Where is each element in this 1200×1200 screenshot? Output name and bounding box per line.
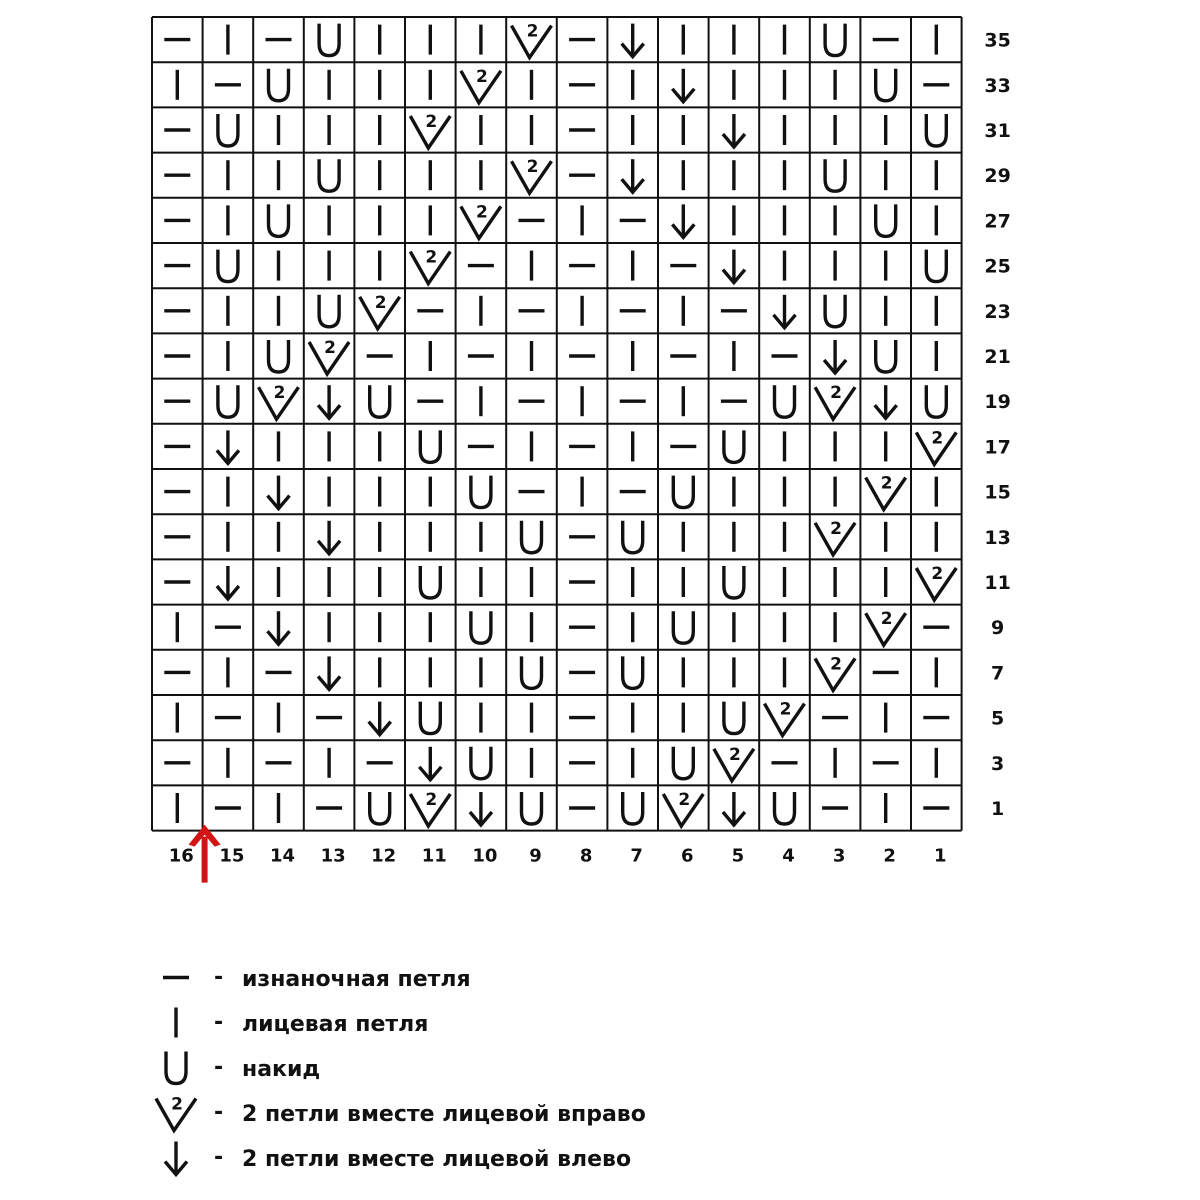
legend-row-knit <box>150 1000 850 1045</box>
legend-separator: - <box>214 1010 224 1035</box>
yarn-over-symbol-icon <box>150 1045 202 1090</box>
svg-text:2: 2 <box>931 564 944 584</box>
svg-text:2: 2 <box>475 66 488 87</box>
legend-separator: - <box>214 1100 224 1125</box>
legend-label-k2tog-left: 2 петли вместе лицевой влево <box>242 1147 632 1172</box>
column-number-label: 8 <box>579 845 593 867</box>
row-number-label: 29 <box>984 165 1011 188</box>
legend-separator: - <box>214 1055 224 1080</box>
svg-text:2: 2 <box>880 473 893 494</box>
row-number-label: 5 <box>990 707 1005 730</box>
row-number-label: 9 <box>990 617 1005 640</box>
knit-symbol-icon <box>150 1000 202 1045</box>
column-number-label: 1 <box>934 845 947 867</box>
legend-row-k2tog-left <box>150 1135 850 1180</box>
svg-text:2: 2 <box>171 1094 183 1115</box>
legend-label-yarn-over: накид <box>242 1057 321 1082</box>
column-number-label: 11 <box>421 845 447 867</box>
column-number-label: 7 <box>630 845 643 867</box>
legend-row-yarn-over <box>150 1045 850 1090</box>
legend-row-k2tog-right <box>150 1090 850 1135</box>
svg-text:2: 2 <box>273 383 286 404</box>
legend-row-purl <box>150 955 850 1000</box>
k2tog-left-icon <box>165 1142 187 1175</box>
column-number-label: 14 <box>269 845 296 867</box>
row-number-label: 15 <box>984 481 1011 504</box>
svg-text:2: 2 <box>830 518 843 539</box>
row-number-label: 21 <box>984 346 1011 368</box>
column-number-label: 12 <box>371 845 397 867</box>
row-number-label: 27 <box>984 210 1011 233</box>
yarn-over-icon <box>166 1052 186 1084</box>
svg-text:2: 2 <box>425 112 438 132</box>
legend <box>150 955 850 1180</box>
svg-text:2: 2 <box>779 699 792 720</box>
purl-symbol-icon <box>150 955 202 1000</box>
legend-label-k2tog-right: 2 петли вместе лицевой вправо <box>242 1102 646 1127</box>
svg-text:2: 2 <box>526 157 539 178</box>
column-number-label: 4 <box>782 845 795 867</box>
legend-label-knit: лицевая петля <box>242 1012 429 1037</box>
column-number-label: 15 <box>219 845 245 867</box>
legend-separator: - <box>214 1145 224 1170</box>
column-number-label: 16 <box>168 845 194 867</box>
legend-label-purl: изнаночная петля <box>242 967 471 992</box>
k2tog-right-icon <box>156 1095 196 1131</box>
column-number-label: 9 <box>529 845 542 867</box>
svg-text:2: 2 <box>425 247 438 268</box>
column-number-label: 3 <box>832 845 846 867</box>
svg-text:2: 2 <box>678 790 691 810</box>
svg-text:2: 2 <box>728 744 741 765</box>
row-number-label: 33 <box>984 74 1011 97</box>
legend-separator: - <box>214 965 224 990</box>
svg-text:2: 2 <box>324 338 337 358</box>
row-number-label: 3 <box>990 752 1005 775</box>
column-number-label: 10 <box>472 845 498 867</box>
column-number-label: 5 <box>731 845 745 867</box>
row-number-label: 23 <box>984 300 1011 323</box>
row-number-label: 17 <box>984 436 1011 459</box>
column-number-label: 2 <box>883 845 896 867</box>
k2tog-right-symbol-icon <box>150 1090 202 1135</box>
svg-text:2: 2 <box>931 428 944 449</box>
svg-text:2: 2 <box>880 609 893 630</box>
row-number-label: 1 <box>990 798 1005 820</box>
row-number-label: 11 <box>984 572 1011 594</box>
column-number-label: 6 <box>681 845 694 867</box>
svg-text:2: 2 <box>830 383 843 404</box>
row-number-label: 25 <box>984 255 1011 278</box>
row-number-label: 35 <box>984 29 1011 52</box>
k2tog-left-symbol-icon <box>150 1135 202 1180</box>
row-number-label: 31 <box>984 120 1011 142</box>
column-number-label: 13 <box>320 845 346 867</box>
svg-text:2: 2 <box>526 21 539 42</box>
row-number-label: 7 <box>990 662 1005 685</box>
svg-text:2: 2 <box>475 202 488 223</box>
row-number-label: 19 <box>984 391 1011 414</box>
svg-text:2: 2 <box>425 790 438 810</box>
svg-text:2: 2 <box>830 654 843 675</box>
row-number-label: 13 <box>984 526 1011 549</box>
svg-text:2: 2 <box>374 292 387 313</box>
